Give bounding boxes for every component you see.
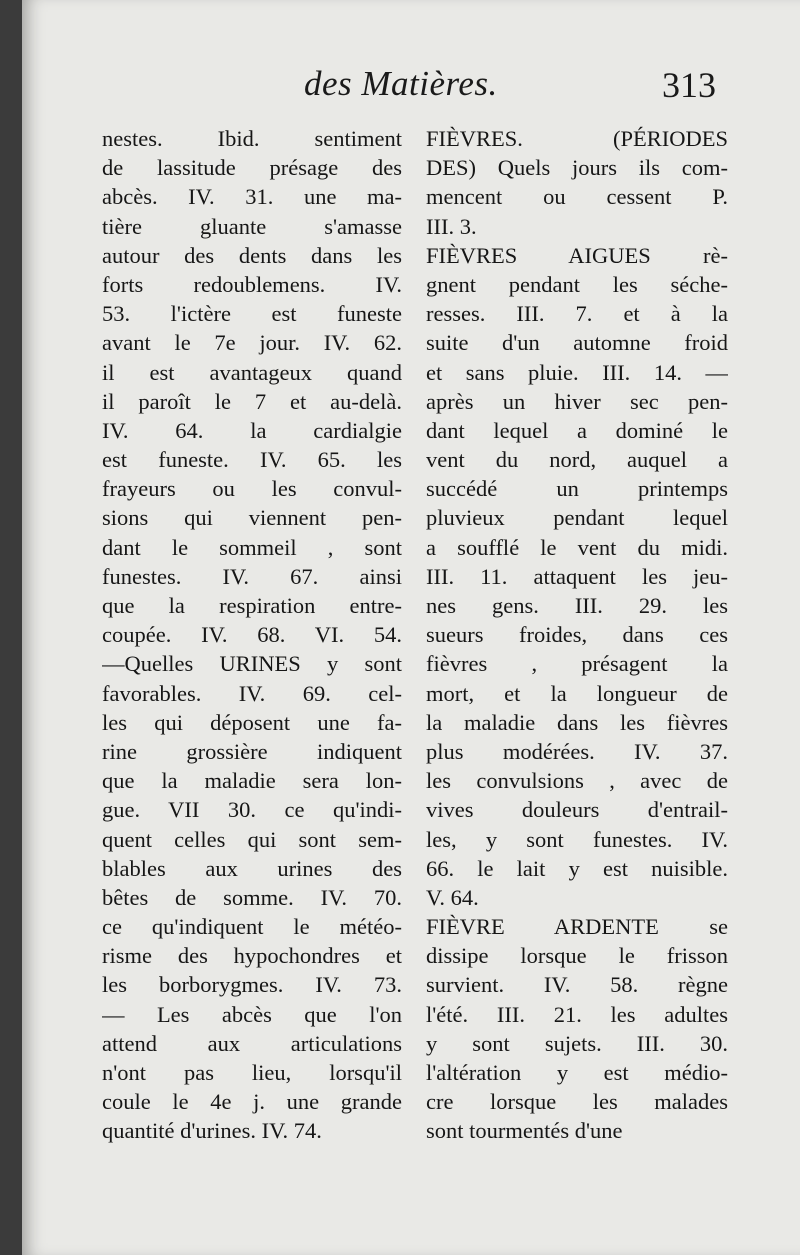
text-line: mencent ou cessent P.	[426, 184, 728, 210]
text-line: risme des hypochondres et	[102, 943, 402, 969]
text-line: coule le 4e j. une grande	[102, 1089, 402, 1115]
text-line: — Les abcès que l'on	[102, 1001, 402, 1027]
text-line: rine grossière indiquent	[102, 738, 402, 764]
text-line: cre lorsque les malades	[426, 1089, 728, 1115]
text-line: autour des dents dans les	[102, 242, 402, 268]
left-column	[102, 124, 402, 1146]
text-line: IV. 64. la cardialgie	[102, 417, 402, 443]
text-line: gnent pendant les séche-	[426, 271, 728, 297]
text-line: fièvres , présagent la	[426, 651, 728, 677]
page-number: 313	[662, 65, 716, 105]
text-line: favorables. IV. 69. cel-	[102, 680, 402, 706]
text-line: il est avantageux quand	[102, 359, 402, 385]
text-line: dissipe lorsque le frisson	[426, 943, 728, 969]
text-line: 53. l'ictère est funeste	[102, 301, 402, 327]
book-page	[22, 0, 800, 1255]
text-line: pluvieux pendant lequel	[426, 505, 728, 531]
text-line: DES) Quels jours ils com-	[426, 155, 728, 181]
text-line: nes gens. III. 29. les	[426, 593, 728, 618]
text-line: vent du nord, auquel a	[426, 447, 728, 473]
text-line: dant lequel a dominé le	[426, 417, 728, 443]
running-title: des Matières.	[304, 64, 498, 103]
text-line: FIÈVRES. (PÉRIODES	[426, 126, 728, 151]
text-line: sions qui viennent pen-	[102, 505, 402, 531]
text-line: sont tourmentés d'une	[426, 1118, 623, 1144]
right-column	[426, 124, 728, 1146]
text-line: FIÈVRES AIGUES rè-	[426, 242, 728, 268]
text-line: ce qu'indiquent le météo-	[102, 914, 402, 940]
text-line: les convulsions , avec de	[426, 768, 728, 794]
text-line: blables aux urines des	[102, 855, 402, 881]
text-line: après un hiver sec pen-	[426, 388, 728, 414]
text-line: V. 64.	[426, 884, 479, 910]
text-line: suite d'un automne froid	[426, 330, 728, 356]
text-line: a soufflé le vent du midi.	[426, 534, 728, 560]
text-line: quantité d'urines. IV. 74.	[102, 1118, 322, 1144]
text-line: survient. IV. 58. règne	[426, 972, 728, 998]
text-line: nestes. Ibid. sentiment	[102, 126, 402, 151]
text-line: bêtes de somme. IV. 70.	[102, 884, 402, 910]
text-line: de lassitude présage des	[102, 155, 402, 181]
text-line: III. 11. attaquent les jeu-	[426, 563, 728, 589]
text-line: que la maladie sera lon-	[102, 768, 402, 794]
text-line: abcès. IV. 31. une ma-	[102, 184, 402, 210]
text-line: forts redoublemens. IV.	[102, 271, 402, 297]
page-header	[22, 62, 800, 114]
text-line: FIÈVRE ARDENTE se	[426, 914, 728, 940]
text-line: l'été. III. 21. les adultes	[426, 1001, 728, 1027]
text-line: il paroît le 7 et au-delà.	[102, 388, 402, 414]
text-line: vives douleurs d'entrail-	[426, 797, 728, 823]
text-line: III. 3.	[426, 213, 477, 239]
text-line: tière gluante s'amasse	[102, 213, 402, 239]
text-line: les borborygmes. IV. 73.	[102, 972, 402, 998]
text-line: les qui déposent une fa-	[102, 709, 402, 735]
text-line: est funeste. IV. 65. les	[102, 447, 402, 473]
text-line: resses. III. 7. et à la	[426, 301, 728, 327]
text-line: frayeurs ou les convul-	[102, 476, 402, 502]
text-line: quent celles qui sont sem-	[102, 826, 402, 852]
text-line: plus modérées. IV. 37.	[426, 738, 728, 764]
text-line: mort, et la longueur de	[426, 680, 728, 706]
text-line: l'altération y est médio-	[426, 1060, 728, 1085]
text-line: funestes. IV. 67. ainsi	[102, 563, 402, 589]
text-line: y sont sujets. III. 30.	[426, 1030, 728, 1056]
text-line: —Quelles URINES y sont	[102, 651, 402, 677]
text-line: coupée. IV. 68. VI. 54.	[102, 622, 402, 648]
text-line: que la respiration entre-	[102, 593, 402, 618]
text-line: les, y sont funestes. IV.	[426, 826, 728, 852]
text-line: 66. le lait y est nuisible.	[426, 855, 728, 881]
text-line: gue. VII 30. ce qu'indi-	[102, 797, 402, 823]
text-line: avant le 7e jour. IV. 62.	[102, 330, 402, 356]
text-line: et sans pluie. III. 14. —	[426, 359, 728, 385]
text-line: attend aux articulations	[102, 1030, 402, 1056]
text-line: dant le sommeil , sont	[102, 534, 402, 560]
text-line: n'ont pas lieu, lorsqu'il	[102, 1060, 402, 1085]
text-line: succédé un printemps	[426, 476, 728, 502]
text-line: sueurs froides, dans ces	[426, 622, 728, 648]
text-line: la maladie dans les fièvres	[426, 709, 728, 735]
